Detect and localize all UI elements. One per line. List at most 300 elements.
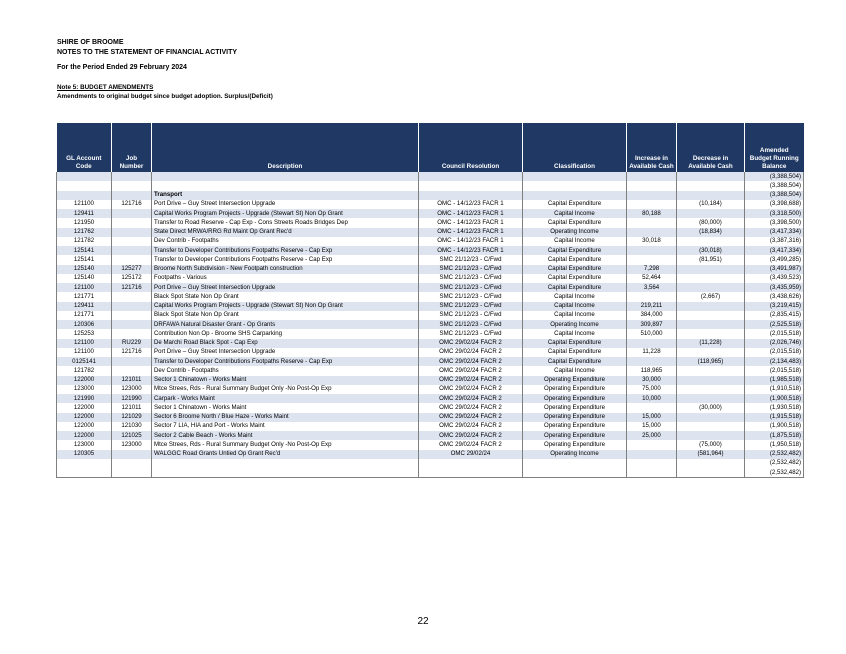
cell-description: Sector 1 Chinatown - Works Maint [152,403,419,412]
cell-council-resolution: SMC 21/12/23 - C/Fwd [419,302,523,311]
cell-gl-account: 120306 [57,320,112,329]
table-row [57,394,804,403]
cell-balance: (3,438,626) [745,292,804,301]
cell-description: Footpaths - Various [152,274,419,283]
table-row [57,274,804,283]
cell-balance: (1,950,518) [745,440,804,449]
cell-job-number [112,329,152,338]
cell-decrease [677,329,745,338]
cell-job-number: 121990 [112,394,152,403]
cell-classification: Capital Expenditure [523,283,627,292]
cell-gl-account: 125141 [57,246,112,255]
cell-classification: Capital Expenditure [523,218,627,227]
cell-balance: (3,388,504) [745,191,804,200]
cell-increase [627,218,677,227]
cell-decrease [677,468,745,478]
cell-balance: (1,900,518) [745,394,804,403]
header-gl-account: GL Account Code [57,123,112,172]
cell-increase: 384,000 [627,311,677,320]
header-description: Description [152,123,419,172]
cell-council-resolution: OMC - 14/12/23 FACR 1 [419,218,523,227]
cell-council-resolution: OMC - 14/12/23 FACR 1 [419,200,523,209]
table-row [57,265,804,274]
cell-description: Port Drive – Guy Street Intersection Upgrade [152,200,419,209]
cell-decrease [677,311,745,320]
cell-classification: Capital Expenditure [523,200,627,209]
table-row [57,237,804,246]
cell-classification: Operating Expenditure [523,403,627,412]
cell-council-resolution: OMC 29/02/24 FACR 2 [419,440,523,449]
table-row [57,376,804,385]
table-row [57,357,804,366]
cell-classification [523,181,627,190]
cell-decrease [677,376,745,385]
cell-increase: 15,000 [627,413,677,422]
cell-council-resolution: OMC 29/02/24 FACR 2 [419,357,523,366]
note-title: Note 5: BUDGET AMENDMENTS [57,84,154,91]
cell-decrease: (581,964) [677,450,745,459]
cell-job-number [112,228,152,237]
cell-increase [627,292,677,301]
cell-gl-account: 121771 [57,292,112,301]
table-row [57,459,804,468]
cell-classification [523,459,627,468]
cell-council-resolution: OMC 29/02/24 [419,450,523,459]
cell-description: Dev Contrib - Footpaths [152,366,419,375]
cell-increase: 15,000 [627,422,677,431]
cell-decrease [677,394,745,403]
cell-job-number: 121029 [112,413,152,422]
cell-decrease: (10,184) [677,200,745,209]
cell-description: Port Drive – Guy Street Intersection Upgrade [152,348,419,357]
cell-gl-account: 123000 [57,440,112,449]
cell-job-number [112,172,152,181]
table-row [57,292,804,301]
cell-description: Sector 6 Broome North / Blue Haze - Works Maint [152,413,419,422]
cell-classification: Capital Expenditure [523,357,627,366]
cell-classification: Capital Income [523,292,627,301]
cell-balance: (1,915,518) [745,413,804,422]
cell-increase: 80,188 [627,209,677,218]
cell-increase: 52,464 [627,274,677,283]
cell-gl-account: 125253 [57,329,112,338]
table-row [57,339,804,348]
cell-gl-account: 0125141 [57,357,112,366]
cell-job-number [112,237,152,246]
cell-classification: Operating Expenditure [523,422,627,431]
cell-job-number [112,459,152,468]
cell-balance: (3,387,316) [745,237,804,246]
cell-council-resolution [419,181,523,190]
cell-decrease [677,431,745,440]
cell-job-number: 121716 [112,348,152,357]
cell-increase: 309,897 [627,320,677,329]
cell-balance: (2,134,483) [745,357,804,366]
cell-classification: Capital Income [523,209,627,218]
table-row [57,450,804,459]
cell-description [152,181,419,190]
cell-gl-account [57,181,112,190]
table-row [57,320,804,329]
cell-job-number: 121011 [112,376,152,385]
cell-job-number [112,191,152,200]
cell-council-resolution: SMC 21/12/23 - C/Fwd [419,311,523,320]
cell-decrease [677,274,745,283]
cell-description: Transfer to Developer Contributions Footpaths Reserve - Cap Exp [152,255,419,264]
cell-description [152,468,419,478]
cell-increase [627,181,677,190]
table-row [57,422,804,431]
cell-description: WALGGC Road Grants Untied Op Grant Rec'd [152,450,419,459]
cell-job-number: 125172 [112,274,152,283]
cell-gl-account: 121782 [57,237,112,246]
cell-decrease: (30,000) [677,403,745,412]
cell-description: Carpark - Works Maint [152,394,419,403]
cell-council-resolution: SMC 21/12/23 - C/Fwd [419,320,523,329]
cell-gl-account: 122000 [57,413,112,422]
cell-council-resolution: OMC - 14/12/23 FACR 1 [419,237,523,246]
table-row [57,255,804,264]
cell-gl-account: 123000 [57,385,112,394]
cell-council-resolution: OMC 29/02/24 FACR 2 [419,422,523,431]
cell-balance: (3,491,987) [745,265,804,274]
cell-classification: Operating Expenditure [523,413,627,422]
cell-classification: Operating Income [523,320,627,329]
cell-balance: (3,417,334) [745,246,804,255]
cell-classification: Capital Expenditure [523,265,627,274]
cell-job-number [112,292,152,301]
cell-job-number: 125277 [112,265,152,274]
cell-decrease: (18,834) [677,228,745,237]
cell-classification: Operating Income [523,228,627,237]
page-number: 22 [417,616,429,627]
cell-gl-account: 121100 [57,339,112,348]
cell-classification [523,468,627,478]
cell-council-resolution: SMC 21/12/23 - C/Fwd [419,274,523,283]
cell-classification: Operating Expenditure [523,440,627,449]
cell-job-number [112,311,152,320]
cell-job-number [112,181,152,190]
cell-gl-account: 120305 [57,450,112,459]
cell-job-number [112,302,152,311]
cell-gl-account: 122000 [57,431,112,440]
cell-balance: (1,930,518) [745,403,804,412]
cell-description: Sector 1 Chinatown - Works Maint [152,376,419,385]
cell-decrease [677,366,745,375]
cell-decrease: (11,228) [677,339,745,348]
cell-description: Black Spot State Non Op Grant [152,292,419,301]
cell-classification: Capital Income [523,329,627,338]
cell-balance: (1,875,518) [745,431,804,440]
cell-classification: Capital Expenditure [523,255,627,264]
cell-job-number: 121030 [112,422,152,431]
cell-council-resolution: SMC 21/12/23 - C/Fwd [419,265,523,274]
cell-description: Transfer to Developer Contributions Footpaths Reserve - Cap Exp [152,246,419,255]
cell-balance: (2,525,518) [745,320,804,329]
cell-increase [627,450,677,459]
cell-decrease [677,265,745,274]
cell-classification: Capital Expenditure [523,348,627,357]
cell-description [152,459,419,468]
cell-classification: Operating Expenditure [523,394,627,403]
table-row [57,200,804,209]
cell-balance: (2,835,415) [745,311,804,320]
cell-increase [627,255,677,264]
cell-decrease [677,191,745,200]
table-row [57,228,804,237]
cell-decrease [677,320,745,329]
cell-description [152,172,419,181]
cell-decrease [677,302,745,311]
cell-job-number [112,366,152,375]
table-row [57,311,804,320]
cell-classification: Capital Expenditure [523,339,627,348]
cell-decrease [677,237,745,246]
cell-council-resolution [419,468,523,478]
cell-council-resolution [419,191,523,200]
cell-gl-account: 122000 [57,403,112,412]
cell-description: Sector 2 Cable Beach - Works Maint [152,431,419,440]
cell-gl-account: 125141 [57,255,112,264]
cell-classification: Operating Expenditure [523,385,627,394]
cell-description: Mtce Strees, Rds - Rural Summary Budget Only -No Post-Op Exp [152,440,419,449]
cell-classification: Operating Expenditure [523,376,627,385]
note-subtitle: Amendments to original budget since budget adoption. Surplus/(Deficit) [57,93,273,100]
cell-job-number [112,357,152,366]
cell-classification [523,172,627,181]
cell-balance: (2,026,746) [745,339,804,348]
cell-increase [627,228,677,237]
cell-increase: 30,018 [627,237,677,246]
cell-decrease [677,348,745,357]
table-header-row [57,123,804,172]
cell-gl-account: 121771 [57,311,112,320]
cell-gl-account: 121762 [57,228,112,237]
period-label: For the Period Ended 29 February 2024 [57,64,187,71]
header-decrease: Decrease in Available Cash [677,123,745,172]
table-row [57,172,804,181]
cell-description: Broome North Subdivision - New Footpath construction [152,265,419,274]
cell-classification [523,191,627,200]
cell-gl-account: 122000 [57,376,112,385]
table-row [57,431,804,440]
table-row [57,366,804,375]
cell-description: Contribution Non Op - Broome SHS Carparking [152,329,419,338]
cell-council-resolution [419,459,523,468]
header-increase: Increase in Available Cash [627,123,677,172]
cell-council-resolution: OMC 29/02/24 FACR 2 [419,385,523,394]
cell-gl-account [57,459,112,468]
cell-increase [627,468,677,478]
cell-gl-account: 129411 [57,302,112,311]
budget-amendments-table [56,123,804,478]
cell-job-number [112,255,152,264]
cell-description: Transfer to Road Reserve - Cap Exp - Cons Streets Roads Bridges Dep [152,218,419,227]
cell-increase: 510,000 [627,329,677,338]
cell-balance: (3,398,500) [745,218,804,227]
cell-decrease [677,385,745,394]
table-body [57,172,804,478]
cell-council-resolution: OMC 29/02/24 FACR 2 [419,376,523,385]
cell-gl-account: 125140 [57,274,112,283]
cell-description: Sector 7 LIA, HIA and Port - Works Maint [152,422,419,431]
cell-increase [627,459,677,468]
cell-description: State Direct MRWA/RRG Rd Maint Op Grant Rec'd [152,228,419,237]
cell-balance: (3,388,504) [745,181,804,190]
cell-increase: 118,965 [627,366,677,375]
cell-job-number: 121716 [112,283,152,292]
cell-gl-account: 121990 [57,394,112,403]
cell-increase: 219,211 [627,302,677,311]
cell-balance: (2,015,518) [745,366,804,375]
header-council-resolution: Council Resolution [419,123,523,172]
cell-decrease: (80,000) [677,218,745,227]
cell-increase: 7,298 [627,265,677,274]
cell-job-number [112,320,152,329]
cell-decrease: (75,000) [677,440,745,449]
cell-description: Mtce Strees, Rds - Rural Summary Budget Only -No Post-Op Exp [152,385,419,394]
cell-increase [627,440,677,449]
cell-classification: Capital Income [523,302,627,311]
cell-classification: Capital Expenditure [523,246,627,255]
table-row [57,209,804,218]
cell-increase [627,403,677,412]
cell-council-resolution: OMC 29/02/24 FACR 2 [419,403,523,412]
cell-job-number: 121716 [112,200,152,209]
table-row [57,440,804,449]
cell-decrease [677,209,745,218]
cell-increase [627,357,677,366]
cell-description: Port Drive – Guy Street Intersection Upgrade [152,283,419,292]
cell-increase: 30,000 [627,376,677,385]
cell-balance: (3,439,523) [745,274,804,283]
table-row [57,403,804,412]
cell-job-number [112,450,152,459]
cell-council-resolution: SMC 21/12/23 - C/Fwd [419,292,523,301]
cell-decrease [677,459,745,468]
cell-balance: (2,015,518) [745,329,804,338]
cell-decrease: (30,018) [677,246,745,255]
cell-balance: (3,388,504) [745,172,804,181]
cell-gl-account: 129411 [57,209,112,218]
cell-gl-account: 121100 [57,348,112,357]
cell-balance: (1,985,518) [745,376,804,385]
cell-council-resolution: OMC 29/02/24 FACR 2 [419,348,523,357]
cell-gl-account [57,191,112,200]
table-row [57,218,804,227]
cell-balance: (3,417,334) [745,228,804,237]
cell-classification: Operating Expenditure [523,431,627,440]
cell-council-resolution: OMC - 14/12/23 FACR 1 [419,246,523,255]
cell-description: Black Spot State Non Op Grant [152,311,419,320]
cell-balance: (2,532,482) [745,450,804,459]
cell-decrease: (2,667) [677,292,745,301]
section-row [57,191,804,200]
cell-increase [627,172,677,181]
cell-decrease: (118,965) [677,357,745,366]
cell-decrease [677,413,745,422]
cell-decrease [677,422,745,431]
cell-gl-account: 121782 [57,366,112,375]
cell-job-number: 123000 [112,440,152,449]
cell-gl-account [57,468,112,478]
cell-description: DRFAWA Natural Disaster Grant - Op Grants [152,320,419,329]
cell-balance: (3,398,688) [745,200,804,209]
table-row [57,385,804,394]
cell-council-resolution: OMC 29/02/24 FACR 2 [419,413,523,422]
header-balance: Amended Budget Running Balance [745,123,804,172]
cell-job-number: 121011 [112,403,152,412]
cell-council-resolution: SMC 21/12/23 - C/Fwd [419,255,523,264]
cell-increase: 75,000 [627,385,677,394]
table-row [57,329,804,338]
cell-description: Transfer to Developer Contributions Footpaths Reserve - Cap Exp [152,357,419,366]
cell-classification: Capital Income [523,311,627,320]
cell-decrease [677,172,745,181]
cell-increase: 11,228 [627,348,677,357]
cell-balance: (3,435,959) [745,283,804,292]
cell-job-number: 121025 [112,431,152,440]
table-row [57,302,804,311]
cell-job-number: RU229 [112,339,152,348]
cell-gl-account [57,172,112,181]
cell-description: De Marchi Road Black Spot - Cap Exp [152,339,419,348]
table-row [57,348,804,357]
cell-increase [627,339,677,348]
cell-balance: (2,532,482) [745,468,804,478]
cell-classification: Capital Income [523,366,627,375]
cell-balance: (2,015,518) [745,348,804,357]
cell-balance: (3,219,415) [745,302,804,311]
cell-classification: Operating Income [523,450,627,459]
cell-gl-account: 121100 [57,200,112,209]
cell-balance: (1,910,518) [745,385,804,394]
cell-job-number [112,468,152,478]
cell-description: Dev Contrib - Footpaths [152,237,419,246]
cell-gl-account: 125140 [57,265,112,274]
cell-increase [627,191,677,200]
cell-council-resolution: OMC 29/02/24 FACR 2 [419,339,523,348]
cell-gl-account: 122000 [57,422,112,431]
cell-decrease [677,181,745,190]
cell-description: Capital Works Program Projects - Upgrade (Stewart St) Non Op Grant [152,302,419,311]
cell-council-resolution [419,172,523,181]
cell-council-resolution: OMC 29/02/24 FACR 2 [419,366,523,375]
cell-classification: Capital Expenditure [523,274,627,283]
cell-increase: 3,564 [627,283,677,292]
cell-council-resolution: OMC 29/02/24 FACR 2 [419,394,523,403]
cell-gl-account: 121100 [57,283,112,292]
cell-job-number: 123000 [112,385,152,394]
cell-increase [627,246,677,255]
cell-council-resolution: OMC - 14/12/23 FACR 1 [419,228,523,237]
cell-gl-account: 121950 [57,218,112,227]
table-row [57,246,804,255]
cell-job-number [112,246,152,255]
cell-balance: (3,499,285) [745,255,804,264]
cell-council-resolution: SMC 21/12/23 - C/Fwd [419,329,523,338]
cell-decrease: (81,951) [677,255,745,264]
cell-job-number [112,218,152,227]
table-row [57,181,804,190]
cell-balance: (3,318,500) [745,209,804,218]
header-classification: Classification [523,123,627,172]
cell-description: Capital Works Program Projects - Upgrade (Stewart St) Non Op Grant [152,209,419,218]
cell-balance: (1,900,518) [745,422,804,431]
cell-description: Transport [152,191,419,200]
cell-job-number [112,209,152,218]
table-row [57,283,804,292]
